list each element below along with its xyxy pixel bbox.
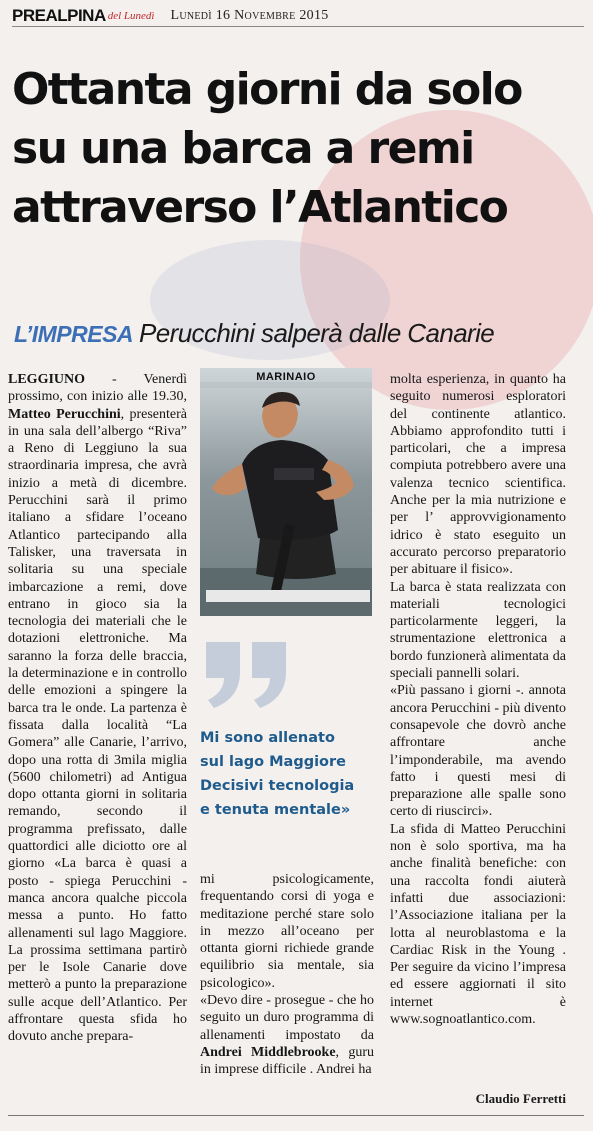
article-column-3 (390, 371, 566, 1028)
paragraph-text: , presenterà in una sala dell’albergo “Riva” a Reno di Leggiuno la sua straordinaria impresa, che avrà inizio a metà di dicembre. Perucchini sarà il primo italiano a sfidare l’oceano Atlantico partecipando alla Talisker, una traversata in solitaria su una speciale imbarcazione a remi, dove entrano in gioco sia la tecnologia dei materiali che le dotazioni elettroniche. Ma saranno la forza delle braccia, la determinazione e in controllo delle emozioni a spingere la barca tra le onde. La partenza è fissata dalla località “La Gomera” alle Canarie, l’arrivo, dopo una rotta di 3mila miglia (5600 chilometri) ad Antigua dopo ottanta giorni in solitaria remando, secondo il programma prefissato, dalle quattordici alle diciotto ore al giorno «La barca è quasi a posto - spiega Perucchini - manca ancora qualche piccola messa a punto. Ho fatto allenamenti sul lago Maggiore. La prossima settimana partirò per le Isole Canarie dove metterò a punto la preparazione sulle acque dell’Atlantico. Per affrontare questa sfida ho dovuto anche prepara- (8, 406, 187, 1045)
person-name: Matteo Perucchini (8, 406, 121, 422)
issue-date: Lunedì 16 Novembre 2015 (170, 8, 329, 23)
masthead-subtitle: del Lunedì (107, 10, 155, 22)
article-column-1 (8, 371, 187, 1046)
headline (12, 60, 580, 237)
article-paragraph (8, 371, 187, 1046)
dateline: LEGGIUNO (8, 372, 86, 387)
pull-quote-line: e tenuta mentale» (200, 802, 351, 818)
headline-line: attraverso l’Atlantico (12, 182, 508, 233)
article-paragraph (200, 992, 374, 1078)
author-byline: Claudio Ferretti (475, 1091, 566, 1106)
article-paragraph: mi psicologicamente, frequentando corsi di yoga e meditazione perché stare solo in mezzo all’oceano per ottanta giorni richiede grande equilibrio sia mentale, sia psicologico». (200, 872, 374, 991)
paragraph-text: - Venerdì prossimo, con inizio alle 19.30, (8, 372, 187, 405)
pull-quote-line: sul lago Maggiore (200, 754, 347, 770)
pull-quote (200, 726, 374, 822)
person-name: Andrei Middlebrooke (200, 1044, 336, 1060)
article-column-2 (200, 871, 374, 1079)
divider (8, 1115, 584, 1116)
masthead (12, 6, 584, 27)
headline-line: su una barca a remi (12, 123, 474, 174)
masthead-name: PREALPINA (12, 6, 106, 25)
article-paragraph: «Più passano i giorni -. annota ancora Perucchini - più divento consapevole che dovrò anche affrontare anche l’imponderabile, ma avendo fatto i questi mesi di preparazione alle spalle sono certo di riuscirci». (390, 683, 566, 820)
pull-quote-line: Decisivi tecnologia (200, 778, 355, 794)
quotation-mark-icon (200, 632, 300, 712)
pull-quote-line: Mi sono allenato (200, 730, 335, 746)
paragraph-text: , guru in imprese difficile . Andrei ha (200, 1044, 374, 1078)
headline-line: Ottanta giorni da solo (12, 64, 522, 115)
paragraph-text: «Devo dire - prosegue - che ho seguito un duro programma di allenamenti impostato da (200, 993, 374, 1043)
rower-photo-illustration (200, 368, 372, 616)
kicker: L’IMPRESA (14, 321, 134, 347)
article-paragraph: La barca è stata realizzata con materiali tecnologici particolarmente leggeri, la strumentazione elettronica a bordo funzionerà alimentata da speciali pannelli solari. (390, 579, 566, 682)
article-photo (200, 368, 372, 616)
article-paragraph: La sfida di Matteo Perucchini non è solo sportiva, ma ha anche finalità benefiche: con una raccolta fondi aiuterà infatti due associazioni: l’Associazione italiana per la lotta al neuroblastoma e la Cardiac Risk in the Young . Per seguire da vicino l’impresa ed essere aggiornati il sito internet è www.sognoatlantico.com. (390, 821, 566, 1027)
subheadline-row (14, 318, 584, 354)
subheadline: Perucchini salperà dalle Canarie (139, 318, 495, 348)
article-paragraph: molta esperienza, in quanto ha seguito numerosi esploratori del continente atlantico. Abbiamo approfondito tutti i particolari, che a impresa compiuta potrebbero avere una valenza tecnico scientifica. Anche per la mia nutrizione e per l’ approvvigionamento idrico è stato eseguito un accurato percorso preparatorio per abituare il fisico». (390, 372, 566, 578)
photo-label: MARINAIO (256, 371, 316, 383)
